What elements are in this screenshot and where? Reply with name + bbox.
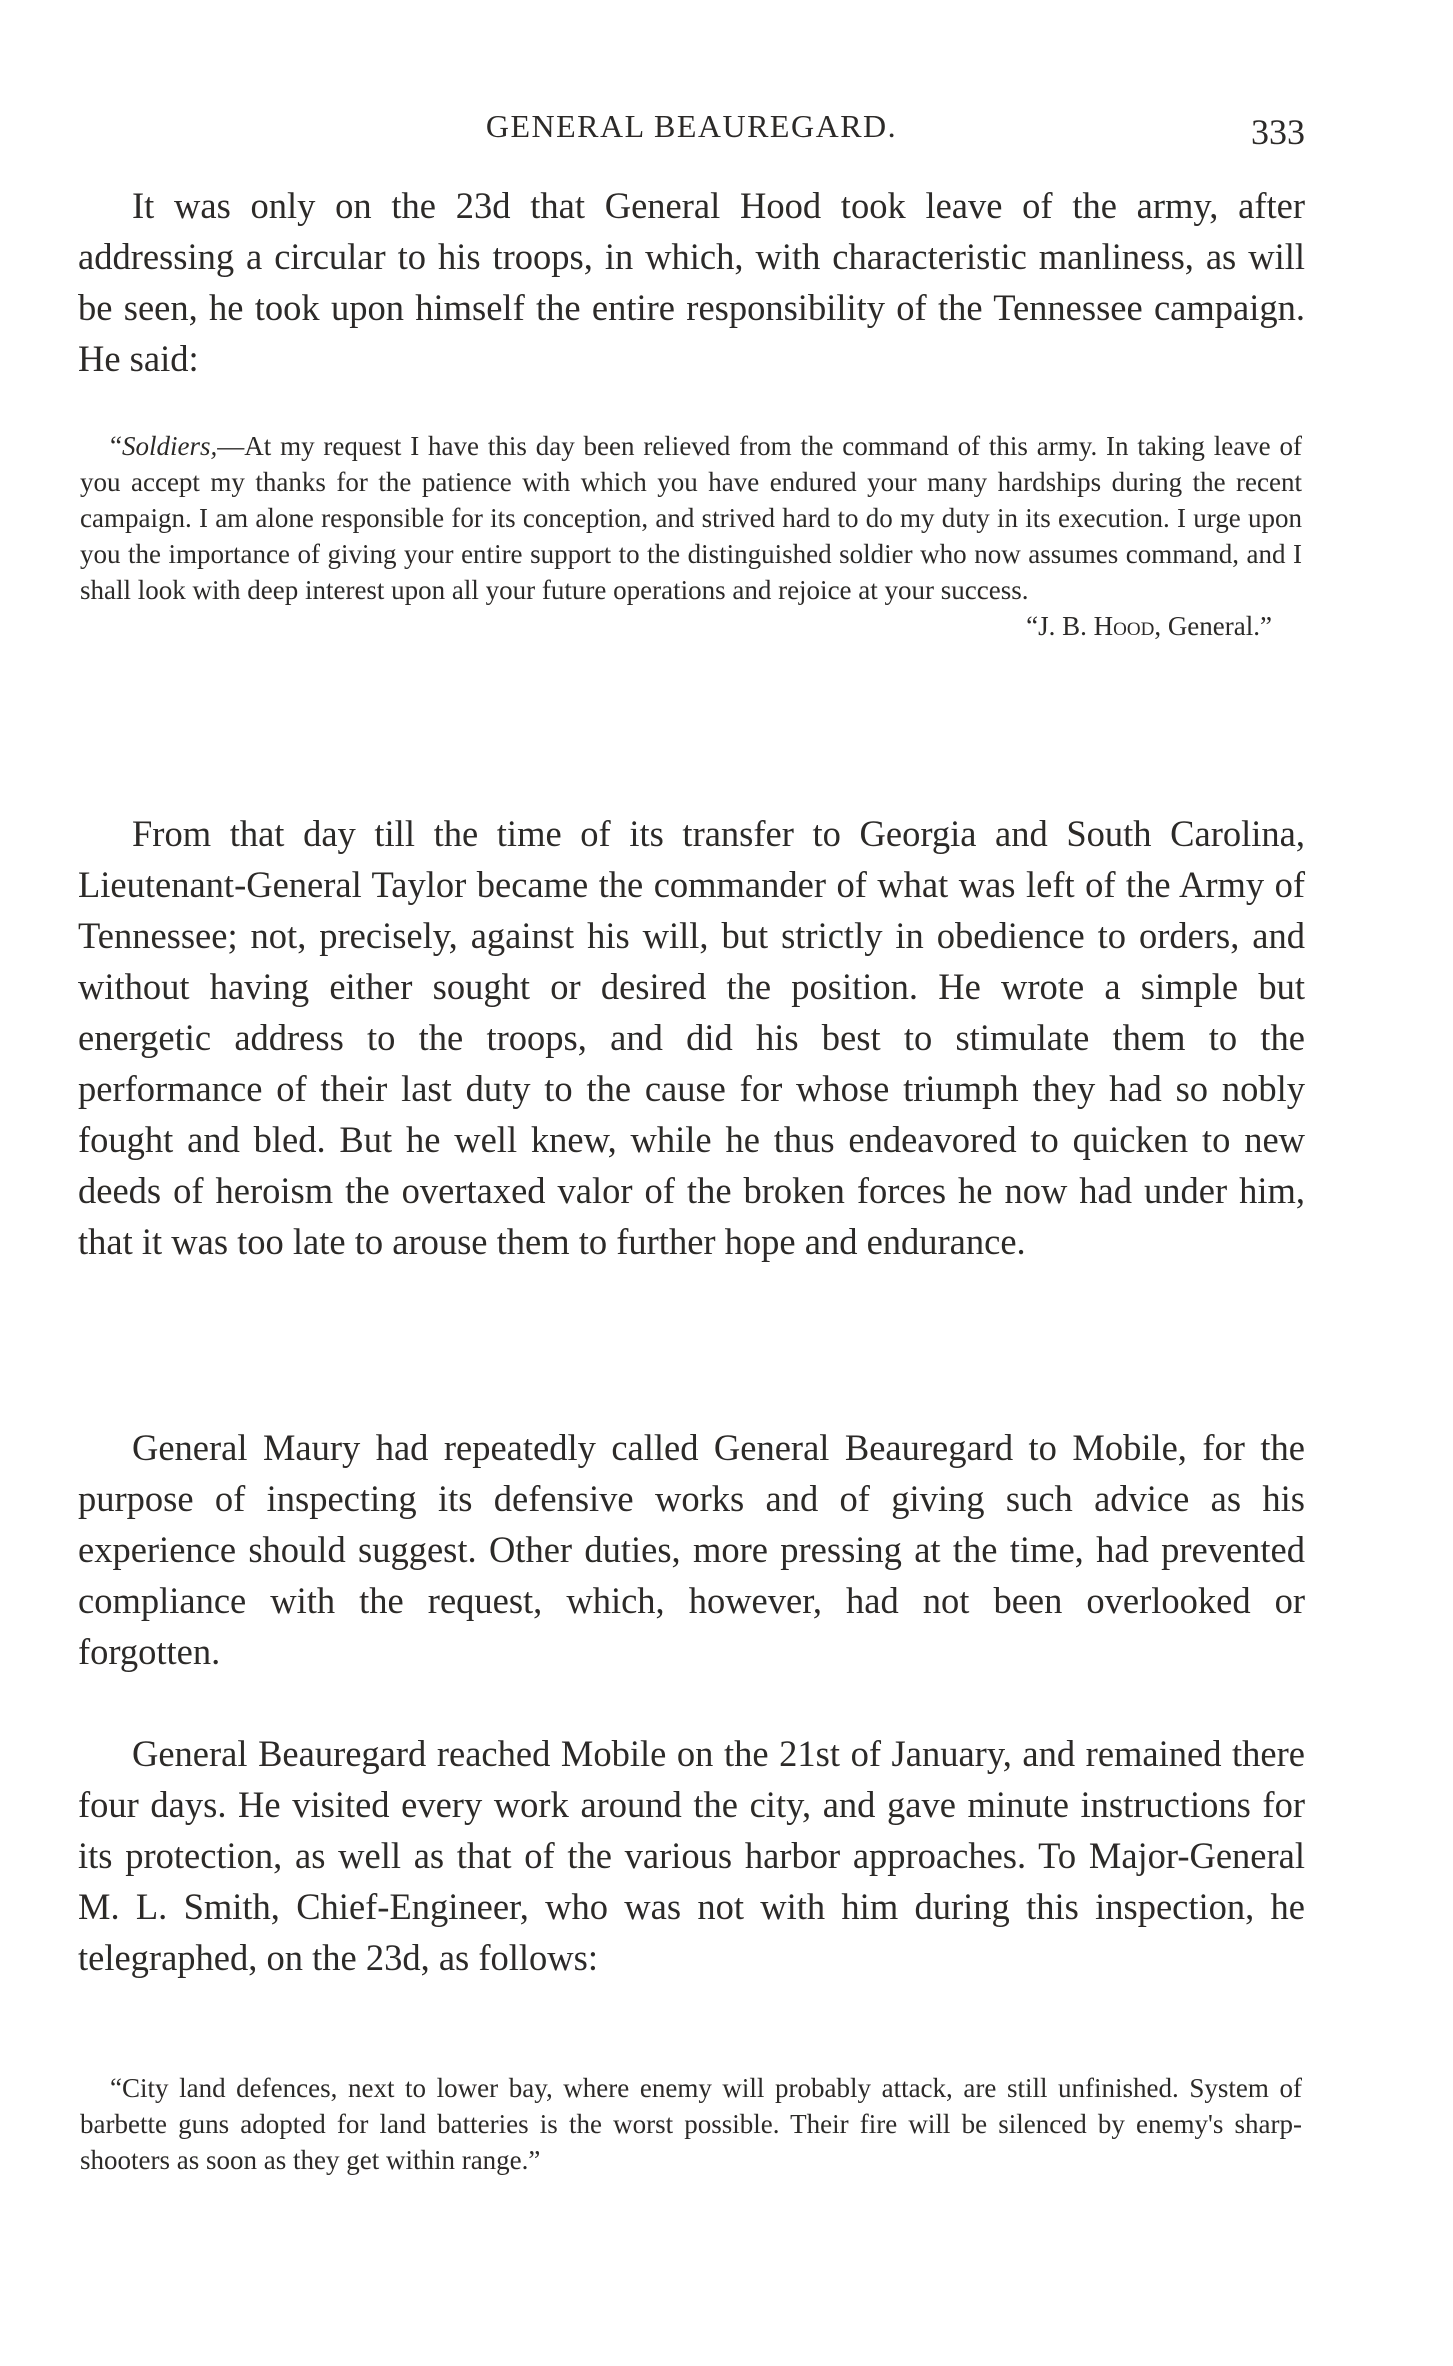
quote-text: “City land defences, next to lower bay, where enemy will probably attack, are still unfinished. System of barbette guns adopted for land batteries is the worst possible. Their fire will be silenced by enemy's sharp-shooters as soon as they get within range.” [80,2073,1302,2175]
paragraph-text: It was only on the 23d that General Hood took leave of the army, after addressing a circular to his troops, in which, with characteristic manliness, as will be seen, he took upon himself the entire responsibility of the Tennessee campaign. He said: [78,185,1305,379]
paragraph-mobile-visit [78,1728,1305,1983]
page-number: 333 [1251,112,1305,152]
running-title: GENERAL BEAUREGARD. [485,108,898,144]
paragraph-text: From that day till the time of its transfer to Georgia and South Carolina, Lieutenant-General Taylor became the commander of what was left of the Army of Tennessee; not, precisely, against his will, but strictly in obedience to orders, and without having either sought or desired the position. He wrote a simple but energetic address to the troops, and did his best to stimulate them to the performance of their last duty to the cause for whose triumph they had so nobly fought and bled. But he well knew, while he thus endeavored to quicken to new deeds of heroism the overtaxed valor of the broken forces he now had under him, that it was too late to arouse them to further hope and endurance. [78,813,1305,1262]
telegram-quote [80,2070,1302,2178]
quote-text [80,428,1302,608]
running-head [78,106,1305,152]
paragraph-text: General Beauregard reached Mobile on the 21st of January, and remained there four days. He visited every work around the city, and gave minute instructions for its protection, as well as that of the various harbor approaches. To Major-General M. L. Smith, Chief-Engineer, who was not with him during this inspection, he telegraphed, on the 23d, as follows: [78,1733,1305,1978]
paragraph-hood-leave [78,180,1305,384]
signature-name: Hood [1093,611,1155,641]
quote-open-mark: “ [110,431,122,461]
paragraph-text: General Maury had repeatedly called General Beauregard to Mobile, for the purpose of inspecting its defensive works and of giving such advice as his experience should suggest. Other duties, more pressing at the time, had prevented compliance with the request, which, however, had not been overlooked or forgotten. [78,1427,1305,1672]
quote-salutation: Soldiers, [121,431,218,461]
hood-circular-quote [80,428,1302,644]
paragraph-maury-request [78,1422,1305,1677]
paragraph-taylor-command [78,808,1305,1267]
quote-signature: “J. B. Hood, General.” [1026,611,1272,641]
quote-body: —At my request I have this day been relieved from the command of this army. In taking leave of you accept my thanks for the patience with which you have endured your many hardships during the recent campaign. I am alone responsible for its conception, and strived hard to do my duty in its execution. I urge upon you the importance of giving your entire support to the distinguished soldier who now assumes command, and I shall look with deep interest upon all your future operations and rejoice at your success. [80,431,1302,605]
